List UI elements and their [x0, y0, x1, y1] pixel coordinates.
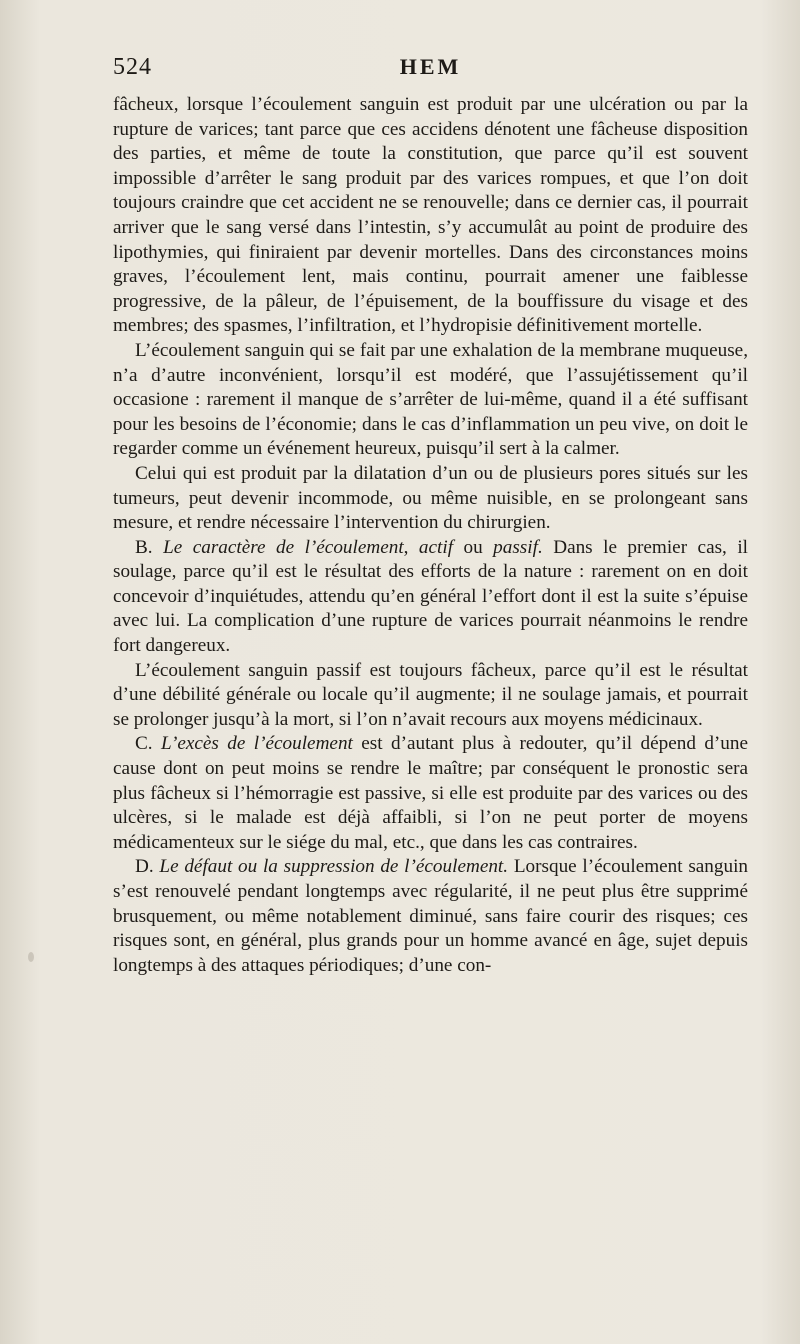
paragraph-section-b: B. Le caractère de l’écoulement, actif ou passif. Dans le premier cas, il soulage, parce qu’il est le résultat des efforts de la nature : rarement on en doit concevoir d’inquiétudes, attendu qu’en général l’effort dont il est la suite s’épuise avec lui. La complication d’une rupture de varices pourrait néanmoins le rendre fort dangereux. — [113, 536, 748, 657]
page-header — [113, 54, 748, 84]
paragraph-section-c: C. L’excès de l’écoulement est d’autant plus à redouter, qu’il dépend d’une cause dont on peut moins se rendre le maître; par conséquent le pronostic sera plus fâcheux si l’hémorragie est passive, si elle est produite par des varices ou des ulcères, si le malade est déjà affaibli, si l’on ne peut porter de moyens médicamenteux sur le siége du mal, etc., que dans les cas contraires. — [113, 733, 749, 853]
page-number: 524 — [113, 54, 152, 80]
section-d-title: Le défaut ou la suppression de l’écoulement. — [159, 856, 509, 878]
paragraph-2: L’écoulement sanguin qui se fait par une exhalation de la membrane muqueuse, n’a d’autre inconvénient, lorsqu’il est modéré, que l’assujétissement qu’il occasione : rarement il manque de s’arrêter de lui-même, quand il a été suffisant pour les besoins de l’économie; dans le cas d’inflammation un peu vive, on doit le regarder comme un événement heureux, puisqu’il sert à la calmer. — [113, 339, 748, 460]
ink-smudge — [28, 952, 34, 962]
section-c-title: L’excès de l’écoulement — [161, 733, 353, 755]
running-head: HEM — [399, 54, 462, 79]
section-b-title: Le caractère de l’écoulement — [163, 536, 404, 558]
paragraph-3: Celui qui est produit par la dilatation d’un ou de plusieurs pores situés sur les tumeurs, peut devenir incommode, ou même nuisible, en se prolongeant sans mesure, et rendre nécessaire l’intervention du chirurgien. — [113, 462, 748, 534]
paragraph-5: L’écoulement sanguin passif est toujours fâcheux, parce qu’il est le résultat d’une débilité générale ou locale qu’il augmente; il ne soulage jamais, et pourrait se prolonger jusqu’à la mort, si l’on n’avait recours aux moyens médicinaux. — [113, 659, 748, 730]
body-text — [113, 93, 748, 978]
paragraph-1: fâcheux, lorsque l’écoulement sanguin est produit par une ulcération ou par la rupture de varices; tant parce que ces accidens dénotent une fâcheuse disposition des parties, et même de toute la constitution, que parce qu’il est souvent impossible d’arrêter le sang produit par des varices rompues, et que l’on doit toujours craindre que cet accident ne se renouvelle; dans ce dernier cas, il pourrait arriver que le sang versé dans l’intestin, s’y accumulât au point de produire des lipothymies, qui finiraient par devenir mortelles. Dans des circonstances moins graves, l’écoulement lent, mais continu, pourrait amener une faiblesse progressive, de la pâleur, de l’épuisement, de la bouffissure du visage et des membres; des spasmes, l’infiltration, et l’hydropisie définitivement mortelle. — [113, 94, 748, 337]
paragraph-section-d: D. Le défaut ou la suppression de l’écoulement. Lorsque l’écoulement sanguin s’est renouvelé pendant longtemps avec régularité, il ne peut plus être supprimé brusquement, ou même notablement diminué, sans faire courir des risques; ces risques sont, en général, plus grands pour un homme avancé en âge, sujet depuis longtemps à des attaques périodiques; d’une con- — [113, 856, 749, 976]
